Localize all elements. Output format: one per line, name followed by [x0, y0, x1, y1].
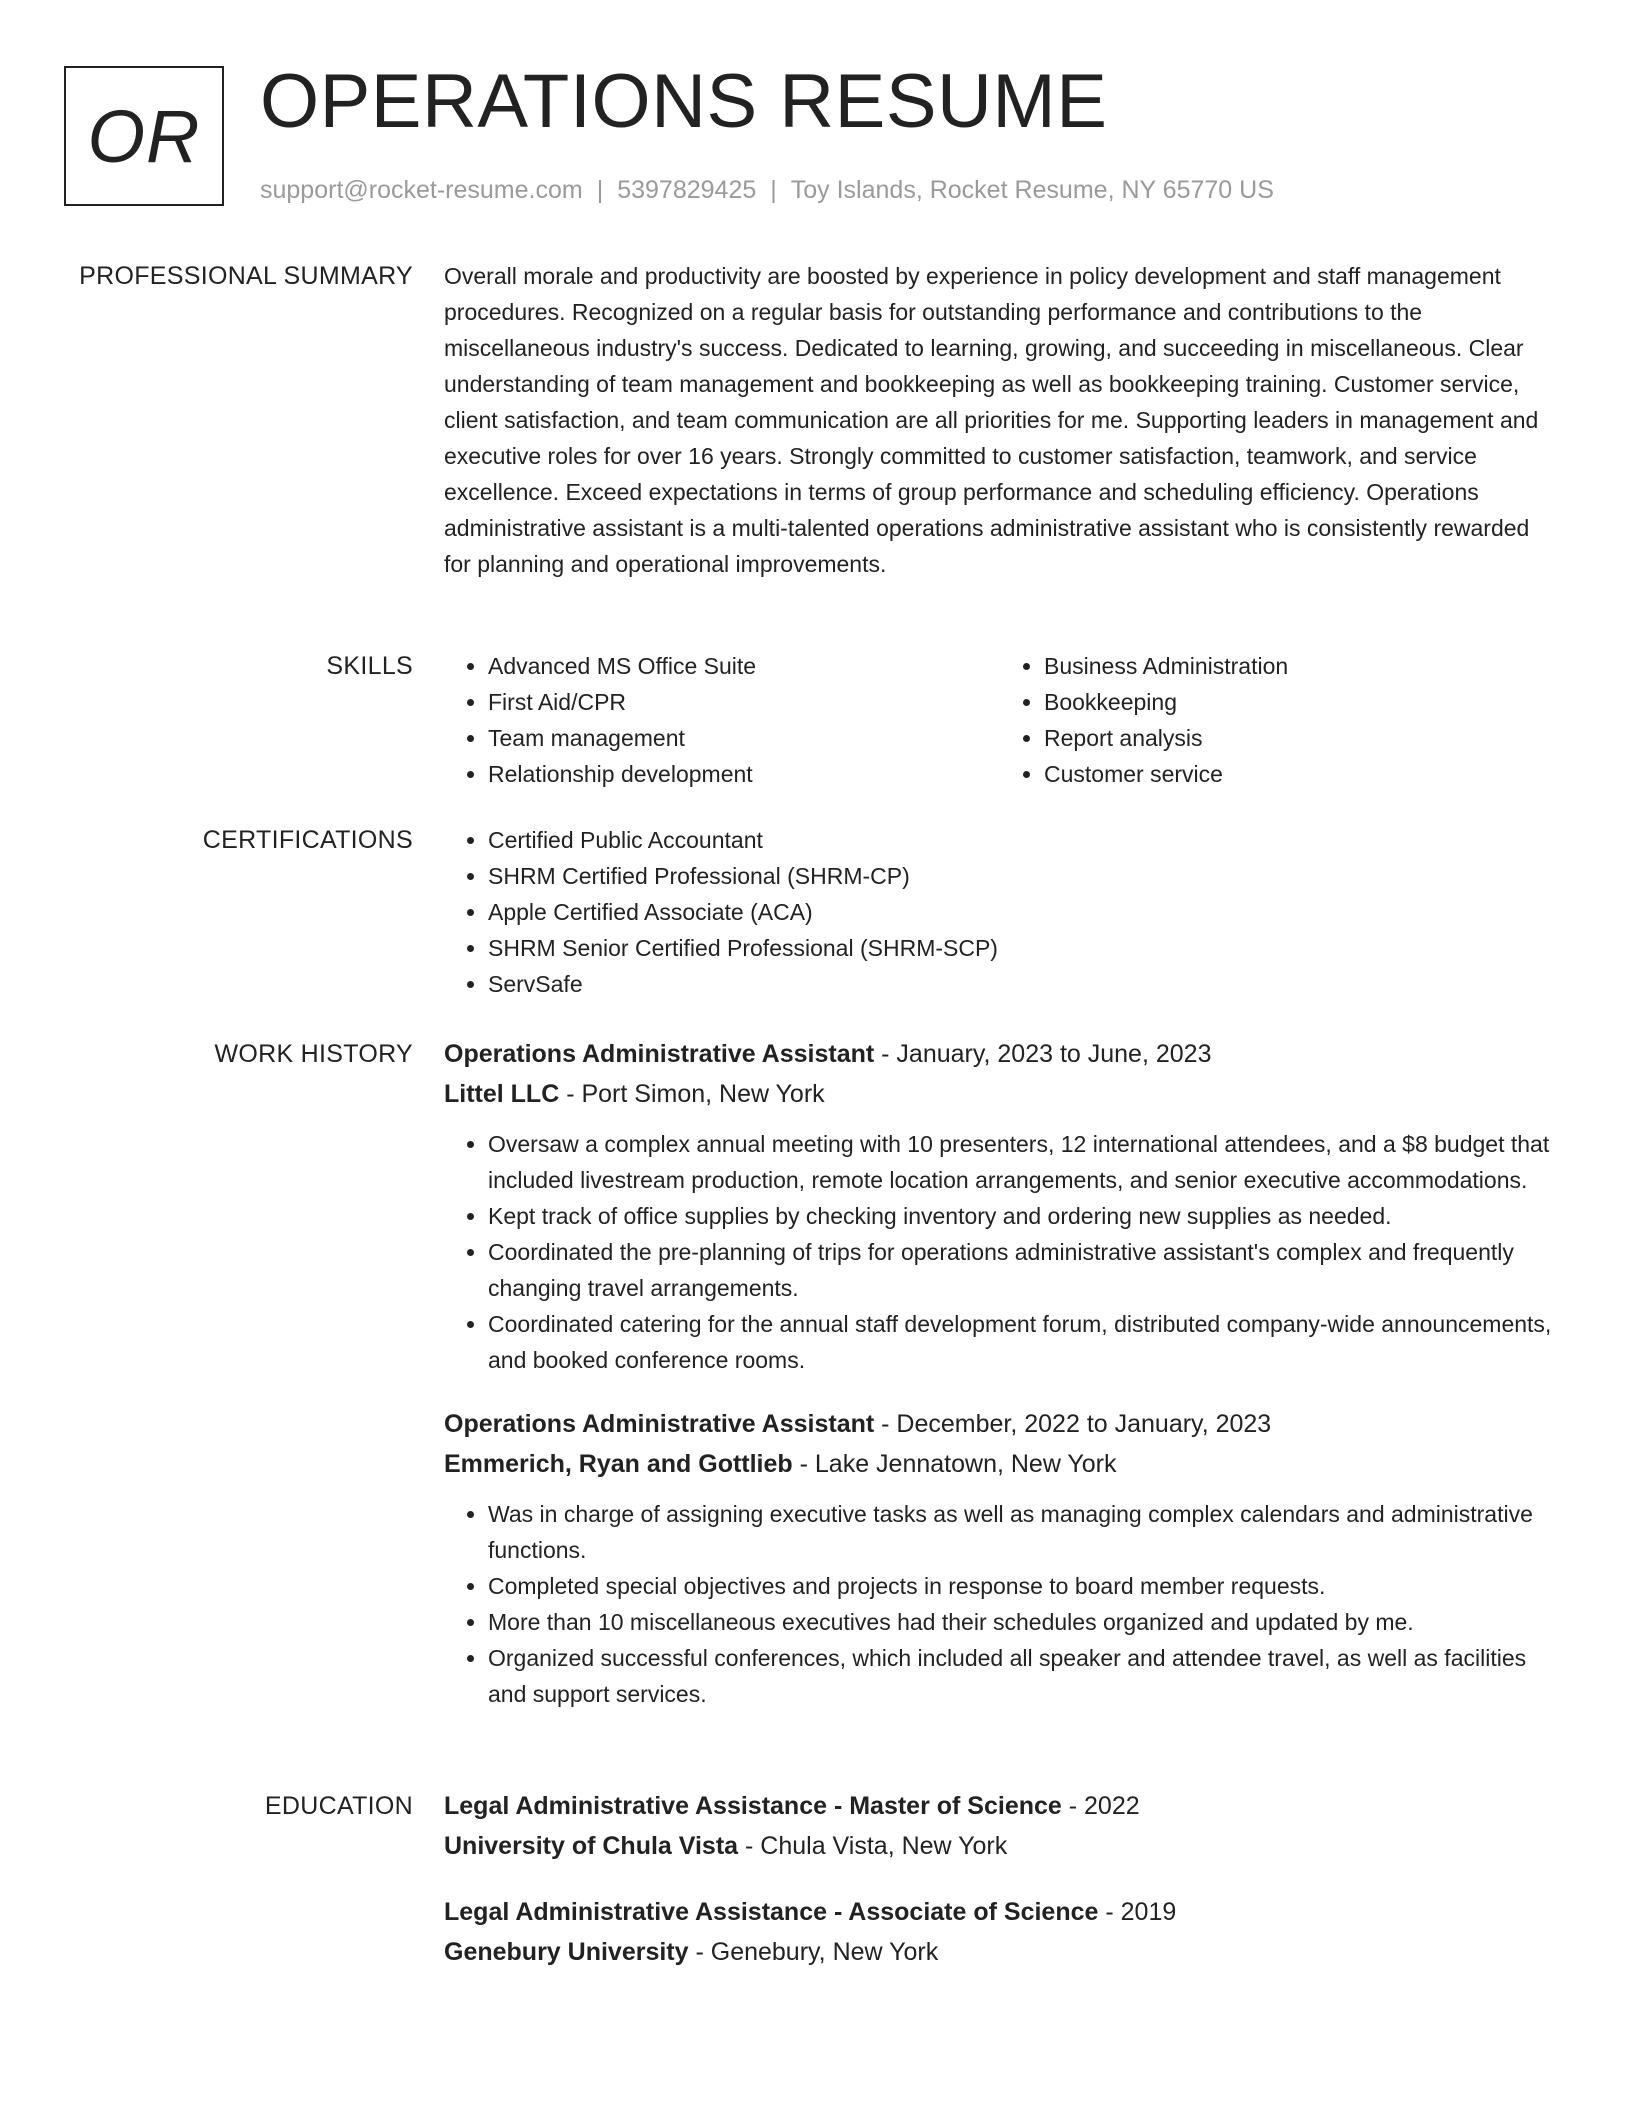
list-item: • More than 10 miscellaneous executives had their schedules organized and updated by me.	[488, 1604, 1556, 1640]
degree: Legal Administrative Assistance - Associate of Science	[444, 1898, 1099, 1926]
section-heading-summary: PROFESSIONAL SUMMARY	[79, 262, 413, 290]
school: University of Chula Vista	[444, 1832, 739, 1860]
degree-line	[444, 1786, 1556, 1826]
list-item: • Certified Public Accountant	[488, 822, 1556, 858]
contact-email[interactable]: support@rocket-resume.com	[260, 176, 583, 204]
job-entry	[444, 1034, 1556, 1378]
list-item: • SHRM Senior Certified Professional (SHRM-SCP)	[488, 930, 1556, 966]
education-entry	[444, 1892, 1556, 1972]
summary-body	[444, 258, 1556, 582]
degree-line	[444, 1892, 1556, 1932]
contact-separator: |	[770, 176, 777, 204]
list-item: • Relationship development	[488, 756, 1000, 792]
job-title: Operations Administrative Assistant	[444, 1040, 875, 1068]
job-title: Operations Administrative Assistant	[444, 1410, 875, 1438]
list-item: • Was in charge of assigning executive tasks as well as managing complex calendars and administrative functions.	[488, 1496, 1556, 1568]
job-title-line	[444, 1034, 1556, 1074]
job-company: Emmerich, Ryan and Gottlieb	[444, 1450, 793, 1478]
job-title-line	[444, 1404, 1556, 1444]
skills-body	[444, 648, 1556, 792]
job-company-line	[444, 1444, 1556, 1484]
work-history-body	[444, 1034, 1556, 1738]
certifications-list	[444, 822, 1556, 1002]
skills-columns	[444, 648, 1556, 792]
list-item: • Team management	[488, 720, 1000, 756]
monogram-initials: OR	[87, 94, 201, 178]
list-item: • ServSafe	[488, 966, 1556, 1002]
school-line	[444, 1826, 1556, 1866]
contact-address: Toy Islands, Rocket Resume, NY 65770 US	[790, 176, 1274, 204]
monogram-box	[64, 66, 224, 206]
degree: Legal Administrative Assistance - Master of Science	[444, 1792, 1062, 1820]
job-entry	[444, 1404, 1556, 1712]
resume-name: OPERATIONS RESUME	[260, 59, 1108, 144]
list-item: • Completed special objectives and projects in response to board member requests.	[488, 1568, 1556, 1604]
section-heading-work-history: WORK HISTORY	[214, 1040, 413, 1068]
list-item: • Organized successful conferences, which included all speaker and attendee travel, as well as facilities and support services.	[488, 1640, 1556, 1712]
list-item: • Report analysis	[1044, 720, 1556, 756]
contact-phone[interactable]: 5397829425	[617, 176, 757, 204]
school-line	[444, 1932, 1556, 1972]
list-item: • Coordinated the pre-planning of trips for operations administrative assistant's complex and frequently changing travel arrangements.	[488, 1234, 1556, 1306]
job-company-line	[444, 1074, 1556, 1114]
contact-separator: |	[596, 176, 604, 204]
job-duties-list	[444, 1126, 1556, 1378]
list-item: • Business Administration	[1044, 648, 1556, 684]
school: Genebury University	[444, 1938, 689, 1966]
list-item: • Kept track of office supplies by checking inventory and ordering new supplies as needed.	[488, 1198, 1556, 1234]
certifications-body	[444, 822, 1556, 1002]
summary-text: Overall morale and productivity are boosted by experience in policy development and staff management procedures. Recognized on a regular basis for outstanding performance and contributions to the miscellaneous industry's success. Dedicated to learning, growing, and succeeding in miscellaneous. Clear understanding of team management and bookkeeping as well as bookkeeping training. Customer service, client satisfaction, and team communication are all priorities for me. Supporting leaders in management and executive roles for over 16 years. Strongly committed to customer satisfaction, teamwork, and service excellence. Exceed expectations in terms of group performance and scheduling efficiency. Operations administrative assistant is a multi-talented operations administrative assistant who is consistently rewarded for planning and operational improvements.	[444, 263, 1539, 577]
list-item: • SHRM Certified Professional (SHRM-CP)	[488, 858, 1556, 894]
list-item: • First Aid/CPR	[488, 684, 1000, 720]
education-entry	[444, 1786, 1556, 1866]
job-company: Littel LLC	[444, 1080, 560, 1108]
list-item: • Bookkeeping	[1044, 684, 1556, 720]
degree-year: - 2022	[1061, 1792, 1140, 1820]
skills-list-right	[1000, 648, 1556, 792]
section-heading-education: EDUCATION	[264, 1792, 413, 1820]
list-item: • Apple Certified Associate (ACA)	[488, 894, 1556, 930]
contact-line	[260, 170, 1274, 210]
job-duties-list	[444, 1496, 1556, 1712]
list-item: • Coordinated catering for the annual staff development forum, distributed company-wide announcements, and booked conference rooms.	[488, 1306, 1556, 1378]
school-location: - Chula Vista, New York	[738, 1832, 1008, 1860]
job-dates: - December, 2022 to January, 2023	[874, 1410, 1272, 1438]
list-item: • Advanced MS Office Suite	[488, 648, 1000, 684]
school-location: - Genebury, New York	[688, 1938, 939, 1966]
education-body	[444, 1786, 1556, 1998]
job-location: - Lake Jennatown, New York	[792, 1450, 1117, 1478]
job-location: - Port Simon, New York	[559, 1080, 825, 1108]
list-item: • Oversaw a complex annual meeting with 10 presenters, 12 international attendees, and a $8 budget that included livestream production, remote location arrangements, and senior executive accommodations.	[488, 1126, 1556, 1198]
degree-year: - 2019	[1098, 1898, 1177, 1926]
job-dates: - January, 2023 to June, 2023	[874, 1040, 1212, 1068]
list-item: • Customer service	[1044, 756, 1556, 792]
section-heading-certifications: CERTIFICATIONS	[202, 826, 413, 854]
section-heading-skills: SKILLS	[326, 652, 413, 680]
skills-list-left	[444, 648, 1000, 792]
